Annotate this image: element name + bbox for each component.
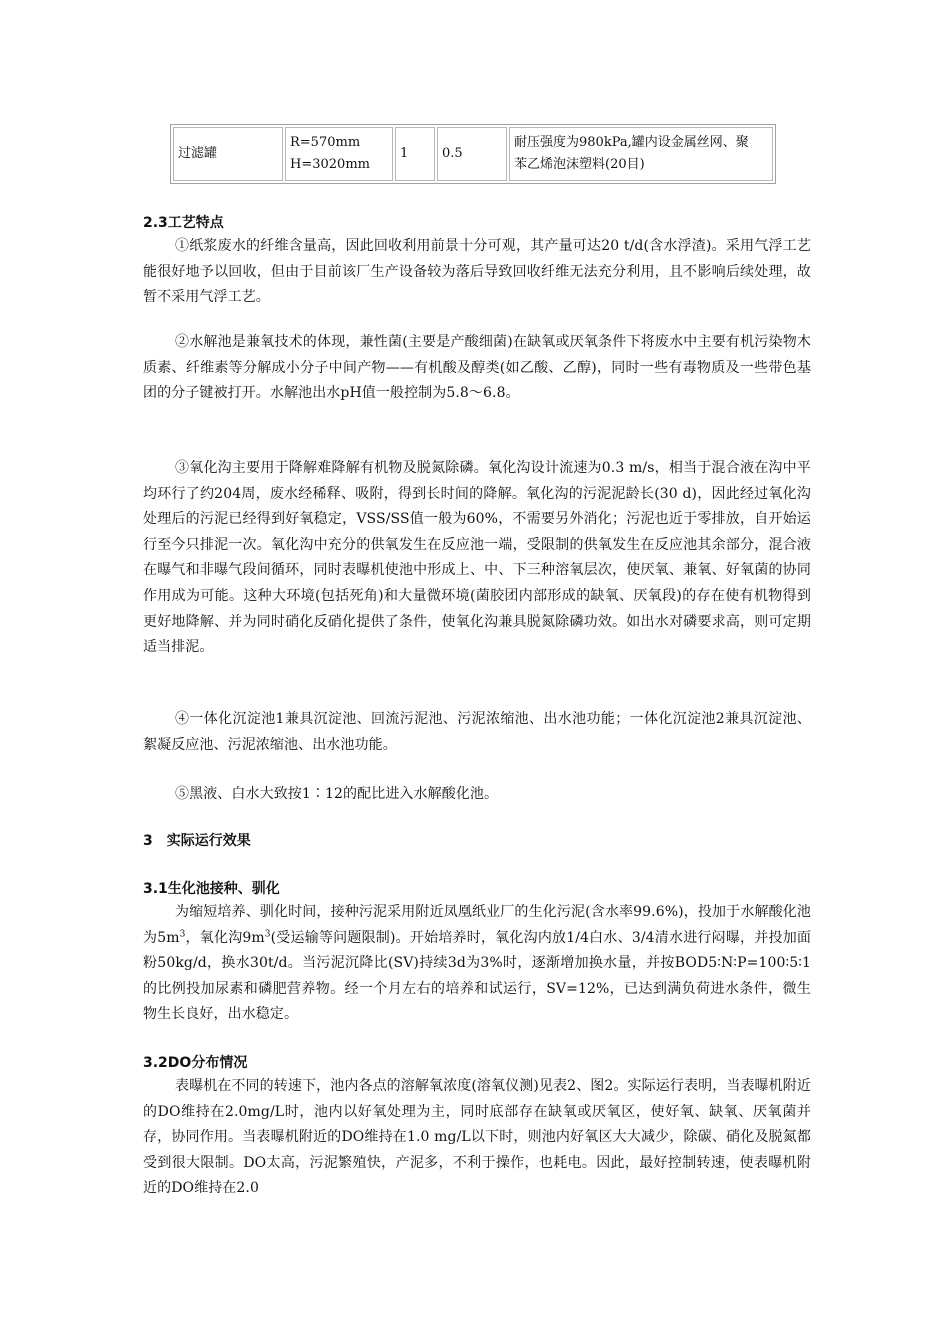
equipment-note-cell — [509, 127, 773, 181]
section-2-3-p2 — [143, 330, 811, 407]
paragraph-2-3-3: ③氧化沟主要用于降解难降解有机物及脱氮除磷。氧化沟设计流速为0.3 m/s，相当于混合液在沟中平均环行了约204周，废水经稀释、吸附，得到长时间的降解。氧化沟的污泥泥龄长(30 d)，因此经过氧化沟处理后的污泥已经得到好氧稳定，VSS/SS值一般为60%，不需要另外消化；污泥也近于零排放，自开始运行至今只排泥一次。氧化沟中充分的供氧发生在反应池一端，受限制的供氧发生在反应池其余部分，混合液在曝气和非曝气段间循环，同时表曝机使池中形成上、中、下三种溶氧层次，使厌氧、兼氧、好氧菌的协同作用成为可能。这种大环境(包括死角)和大量微环境(菌胶团内部形成的缺氧、厌氧段)的存在使有机物得到更好地降解、并为同时硝化反硝化提供了条件，使氧化沟兼具脱氮除磷功效。如出水对磷要求高，则可定期适当排泥。 — [143, 460, 811, 656]
section-2-3-title: 2.3工艺特点 — [143, 215, 224, 231]
section-3-2-title: 3.2DO分布情况 — [143, 1055, 248, 1071]
section-3-1 — [143, 878, 811, 1028]
equipment-table — [170, 124, 776, 184]
paragraph-3-1-1-part-a: 为缩短培养、驯化时间，接种污泥采用附近凤凰纸业厂的生化污泥(含水率99.6%)，投加于水解酸化池为5m — [143, 904, 811, 946]
table-row — [173, 127, 773, 181]
paragraph-2-3-1: ①纸浆废水的纤维含量高，因此回收利用前景十分可观，其产量可达20 t/d(含水浮渣)。采用气浮工艺能很好地予以回收，但由于目前该厂生产设备较为落后导致回收纤维无法充分利用，且不影响后续处理，故暂不采用气浮工艺。 — [143, 238, 811, 306]
size-height: H=3020mm — [290, 157, 370, 172]
section-3 — [143, 830, 811, 852]
paragraph-2-3-4: ④一体化沉淀池1兼具沉淀池、回流污泥池、污泥浓缩池、出水池功能；一体化沉淀池2兼具沉淀池、絮凝反应池、污泥浓缩池、出水池功能。 — [143, 711, 811, 753]
note-line-2: 苯乙烯泡沫塑料(20目) — [514, 157, 645, 172]
section-3-2 — [143, 1052, 811, 1202]
equipment-size-cell — [285, 127, 393, 181]
section-2-3-p4 — [143, 707, 811, 758]
equipment-count-cell: 1 — [395, 127, 435, 181]
paragraph-3-2-1: 表曝机在不同的转速下，池内各点的溶解氧浓度(溶氧仪测)见表2、图2。实际运行表明，当表曝机附近的DO维持在2.0mg/L时，池内以好氧处理为主，同时底部存在缺氧或厌氧区，使好氧、缺氧、厌氧菌并存，协同作用。当表曝机附近的DO维持在1.0 mg/L以下时，则池内好氧区大大减少，除碳、硝化及脱氮都受到很大限制。DO太高，污泥繁殖快，产泥多，不利于操作，也耗电。因此，最好控制转速，使表曝机附近的DO维持在2.0 — [143, 1078, 811, 1197]
section-2-3-p5 — [143, 782, 811, 808]
size-radius: R=570mm — [290, 135, 361, 150]
paragraph-3-1-1-part-c: (受运输等问题限制)。开始培养时，氧化沟内放1/4白水、3/4清水进行闷曝，并投加面粉50kg/d，换水30t/d。当污泥沉降比(SV)持续3d为3%时，逐渐增加换水量，并按BOD5∶N∶P=100∶5∶1的比例投加尿素和磷肥营养物。经一个月左右的培养和试运行，SV=12%，已达到满负荷进水条件，微生物生长良好，出水稳定。 — [143, 929, 812, 1023]
paragraph-2-3-5: ⑤黑液、白水大致按1∶12的配比进入水解酸化池。 — [175, 786, 499, 802]
superscript-cubic-1: 3 — [179, 928, 186, 939]
paragraph-3-1-1-part-b: ，氧化沟9m — [185, 929, 265, 946]
paragraph-3-1-1 — [143, 900, 811, 1028]
note-line-1: 耐压强度为980kPa,罐内设金属丝网、聚 — [514, 135, 749, 150]
section-3-title: 3 实际运行效果 — [143, 833, 251, 849]
section-2-3 — [143, 212, 811, 311]
section-3-1-title: 3.1生化池接种、驯化 — [143, 881, 280, 897]
equipment-value-cell: 0.5 — [437, 127, 507, 181]
section-2-3-p3 — [143, 456, 811, 661]
equipment-name-cell: 过滤罐 — [173, 127, 283, 181]
paragraph-2-3-2: ②水解池是兼氧技术的体现，兼性菌(主要是产酸细菌)在缺氧或厌氧条件下将废水中主要有机污染物木质素、纤维素等分解成小分子中间产物——有机酸及醇类(如乙酸、乙醇)，同时一些有毒物质及一些带色基团的分子键被打开。水解池出水pH值一般控制为5.8～6.8。 — [143, 334, 811, 402]
superscript-cubic-2: 3 — [264, 928, 271, 939]
